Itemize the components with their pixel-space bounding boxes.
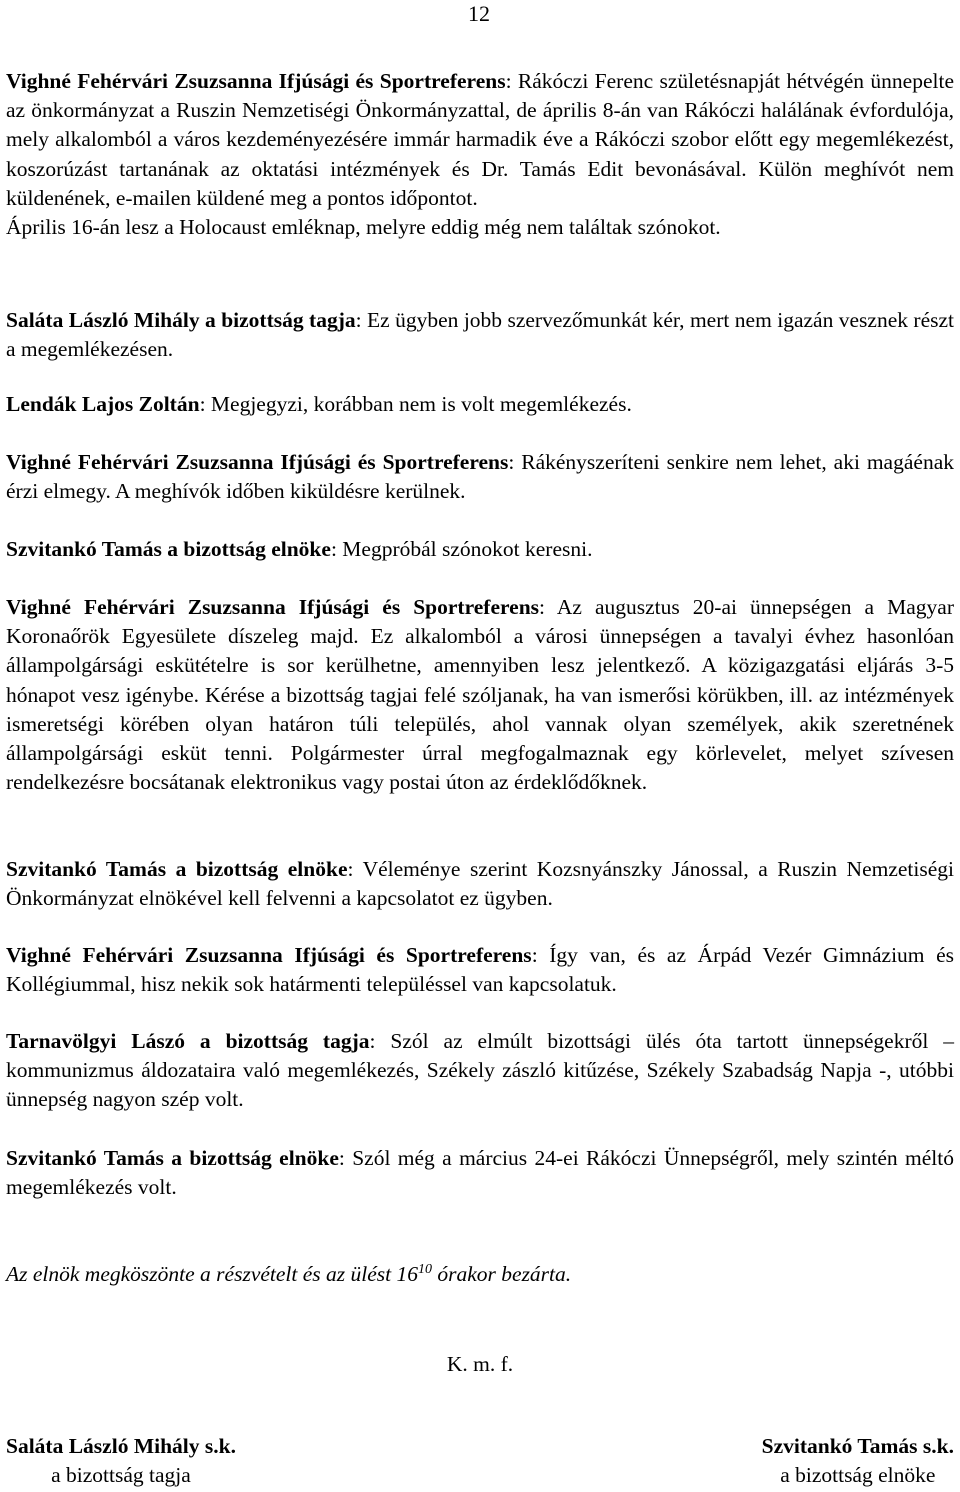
signature-right-name: Szvitankó Tamás s.k. [761,1434,954,1458]
paragraph-3 [6,390,954,419]
paragraph-text: : Megpróbál szónokot keresni. [330,537,593,561]
paragraph-7 [6,855,954,913]
speaker-name: Szvitankó Tamás a bizottság elnöke [6,857,348,881]
paragraph-text: : Szól az elmúlt bizottsági ülés óta tartott ünnepségekről – kommunizmus áldozataira való megemlékezés, Székely zászló kitűzése, Székely Szabadság Napja -, utóbbi ünnepség nagyon szép volt. [6,1029,954,1112]
page-number: 12 [468,1,490,26]
paragraph-text: : Ez ügyben jobb szervezőmunkát kér, mert nem igazán vesznek részt a megemlékezésen. [6,308,954,362]
closing-text-end: órakor bezárta. [432,1262,572,1286]
paragraph-8 [6,941,954,999]
closing-text: Az elnök megköszönte a részvételt és az ülést 16 [6,1262,418,1286]
speaker-name: Vighné Fehérvári Zsuzsanna Ifjúsági és Sportreferens [6,450,509,474]
speaker-name: Vighné Fehérvári Zsuzsanna Ifjúsági és Sportreferens [6,943,532,967]
signature-left-name: Saláta László Mihály s.k. [6,1434,236,1458]
signature-right [762,1432,954,1490]
paragraph-extra-line: Április 16-án lesz a Holocaust emléknap, melyre eddig még nem találtak szónokot. [6,215,721,240]
signature-left [6,1432,236,1490]
signature-left-role: a bizottság tagja [51,1463,191,1487]
paragraph-text: : Szól még a március 24-ei Rákóczi Ünnepségről, mely szintén méltó megemlékezés volt. [6,1146,954,1200]
paragraph-text: : Az augusztus 20-ai ünnepségen a Magyar Koronaőrök Egyesülete díszeleg majd. Ez alkalomból a városi ünnepségen a tavalyi évhez hasonlóan állampolgársági eskütételre is sor kerülhetne, amennyiben lesz jelentkező. A közigazgatási eljárás 3-5 hónapot vesz igénybe. Kérése a bizottság tagjai felé szóljanak, ha van ismerősi körükben, ill. az intézmények ismeretségi körében olyan határon túli település, ahol vannak olyan személyek, akik szeretnének állampolgársági esküt tenni. Polgármester úrral megfogalmaznak egy körlevelet, melyet szívesen rendelkezésre bocsátanak elektronikus vagy postai úton az érdeklődőknek. [6,595,954,795]
signature-right-role: a bizottság elnöke [780,1463,936,1487]
paragraph-9 [6,1027,954,1115]
closing-statement [6,1260,571,1289]
paragraph-text: : Rákóczi Ferenc születésnapját hétvégén ünnepelte az önkormányzat a Ruszin Nemzetiségi Önkormányzattal, de április 8-án van Rákóczi halálának évfordulója, mely alkalomból a város kezdeményezésére immár harmadik éve a Rákóczi szobor előtt egy megemlékezést, koszorúzást tartanának az oktatási intézmények és Dr. Tamás Edit bevonásával. Külön meghívót nem küldenének, e-mailen küldené meg a pontos időpontot. [6,69,954,210]
paragraph-text: : Rákényszeríteni senkire nem lehet, aki magáénak érzi elmegy. A meghívók időben kiküldésre kerülnek. [6,450,954,504]
paragraph-1 [6,67,954,242]
paragraph-text: : Véleménye szerint Kozsnyánszky Jánossal, a Ruszin Nemzetiségi Önkormányzat elnökével kell felvenni a kapcsolatot ez ügyben. [6,857,954,911]
speaker-name: Vighné Fehérvári Zsuzsanna Ifjúsági és Sportreferens [6,69,506,93]
speaker-name: Szvitankó Tamás a bizottság elnöke [6,537,331,561]
speaker-name: Vighné Fehérvári Zsuzsanna Ifjúsági és Sportreferens [6,595,540,619]
paragraph-4 [6,448,954,506]
paragraph-5 [6,535,954,564]
speaker-name: Saláta László Mihály a bizottság tagja [6,308,356,332]
paragraph-text: : Megjegyzi, korábban nem is volt megemlékezés. [199,392,632,416]
speaker-name: Lendák Lajos Zoltán [6,392,200,416]
speaker-name: Szvitankó Tamás a bizottság elnöke [6,1146,339,1170]
paragraph-10 [6,1144,954,1202]
kmf-line: K. m. f. [446,1352,514,1376]
paragraph-6 [6,593,954,797]
closing-time-minutes: 10 [418,1261,432,1277]
paragraph-text: : Így van, és az Árpád Vezér Gimnázium és Kollégiummal, hisz nekik sok határmenti településsel van kapcsolatuk. [6,943,954,997]
speaker-name: Tarnavölgyi Lászó a bizottság tagja [6,1029,370,1053]
paragraph-2 [6,306,954,364]
